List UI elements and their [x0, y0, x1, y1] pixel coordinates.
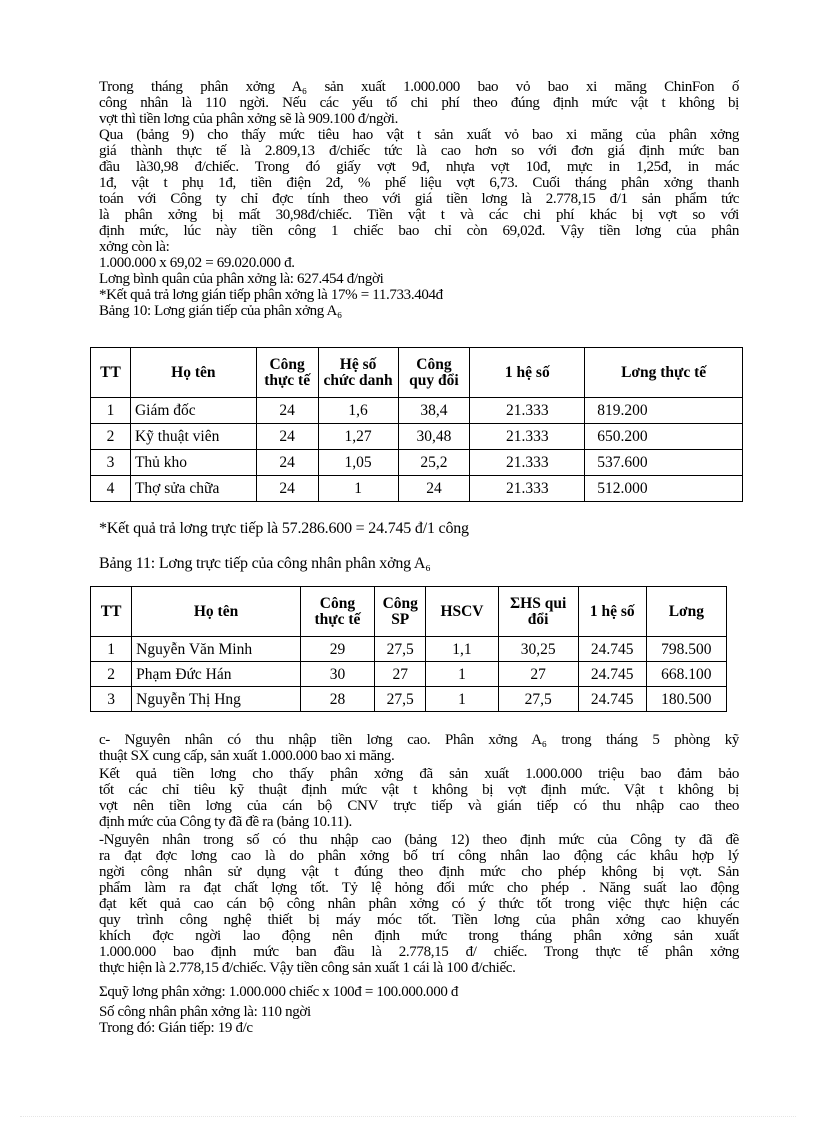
table-cell: 1 — [426, 687, 498, 712]
table-row — [91, 687, 727, 712]
table-cell: 30 — [300, 662, 374, 687]
table-cell: Phạm Đức Hán — [132, 662, 301, 687]
table-cell: 1 — [91, 637, 132, 662]
paragraph5-line-8: 1.000.000 bao định mức ban đầu là 2.778,15 đ/ chiếc. Trong thực tế phân xởng — [99, 944, 739, 960]
table11-header-cell: TT — [91, 587, 132, 637]
table10-caption: Bảng 10: Lơng gián tiếp của phân xởng A₆ — [99, 303, 342, 319]
table11-header-cell: Lơng — [646, 587, 726, 637]
table-cell: 1 — [426, 662, 498, 687]
table-cell: 1,6 — [318, 398, 398, 424]
paragraph2-line-3: đầu là30,98 đ/chiếc. Trong đó giấy vợt 9đ, nhựa vợt 10đ, mực in 1,25đ, in mác — [99, 159, 739, 175]
table-cell: 27,5 — [375, 637, 426, 662]
table11 — [90, 586, 727, 712]
paragraph5-line-9: thực hiện là 2.778,15 đ/chiếc. Vậy tiền công sản xuất 1 cái là 100 đ/chiếc. — [99, 960, 516, 976]
table10-header-cell: Họ tên — [130, 348, 256, 398]
paragraph4-line-3: vợt nên tiền lơng của cán bộ CNV trực tiếp và gián tiếp có thu nhập cao theo — [99, 798, 739, 814]
table-cell: 38,4 — [398, 398, 470, 424]
table10-header-cell: Hệ số chức danh — [318, 348, 398, 398]
table-cell: 27,5 — [375, 687, 426, 712]
table11-header-cell: 1 hệ số — [578, 587, 646, 637]
table-cell: 798.500 — [646, 637, 726, 662]
table-cell: 3 — [91, 687, 132, 712]
worker-count-line: Số công nhân phân xởng là: 110 ngời — [99, 1004, 311, 1020]
table-cell: 30,25 — [498, 637, 578, 662]
page-footer-border — [20, 1116, 796, 1117]
wage-fund-line: Σquỹ lơng phân xởng: 1.000.000 chiếc x 100đ = 100.000.000 đ — [99, 984, 459, 1000]
table-cell: 24.745 — [578, 637, 646, 662]
table-cell: 24.745 — [578, 662, 646, 687]
table-cell: 25,2 — [398, 450, 470, 476]
average-wage-line: Lơng bình quân của phân xởng là: 627.454 đ/ngời — [99, 271, 384, 287]
paragraph2-line-1: Qua (bảng 9) cho thấy mức tiêu hao vật t sản xuất vỏ bao xi măng của phân xởng — [99, 127, 739, 143]
table-cell: 21.333 — [470, 398, 585, 424]
table-cell: 650.200 — [585, 424, 743, 450]
table-cell: 1,05 — [318, 450, 398, 476]
calc-line: 1.000.000 x 69,02 = 69.020.000 đ. — [99, 255, 295, 271]
paragraph5-line-7: khích đợc ngời lao động nên định mức trong tháng phân xởng sản xuất — [99, 928, 739, 944]
paragraph5-line-1: -Nguyên nhân trong số có thu nhập cao (bảng 12) theo định mức của Công ty đã đề — [99, 832, 739, 848]
table11-header-cell: Họ tên — [132, 587, 301, 637]
table-row — [91, 637, 727, 662]
table-cell: 512.000 — [585, 476, 743, 502]
paragraph5-line-5: đạt kết quả cao cán bộ công nhân phân xởng có ý thức tốt trong việc thực hiện các — [99, 896, 739, 912]
table-cell: 1,27 — [318, 424, 398, 450]
table10-header-cell: Công quy đổi — [398, 348, 470, 398]
table10-header-cell: Công thực tế — [256, 348, 318, 398]
paragraph5-line-6: quy trình công nghệ thiết bị máy móc tốt. Tiền lơng của phân xởng cao khuyến — [99, 912, 739, 928]
table10-header-cell: 1 hệ số — [470, 348, 585, 398]
table-cell: 2 — [91, 662, 132, 687]
table-cell: 21.333 — [470, 450, 585, 476]
paragraph2-line-8: xởng còn là: — [99, 239, 170, 255]
table-cell: 27 — [375, 662, 426, 687]
paragraph5-line-2: ra đạt đợc lơng cao là do phân xởng bố trí công nhân lao động các khâu hợp lý — [99, 848, 739, 864]
paragraph4-line-4: định mức của Công ty đã đề ra (bảng 10.11). — [99, 814, 352, 830]
table11-header-cell: Công thực tế — [300, 587, 374, 637]
paragraph1-line-1: Trong tháng phân xởng A₆ sản xuất 1.000.000 bao vỏ bao xi măng ChinFon ố — [99, 79, 739, 95]
table-cell: 819.200 — [585, 398, 743, 424]
table-cell: 29 — [300, 637, 374, 662]
table-cell: 1,1 — [426, 637, 498, 662]
table11-header-cell: ΣHS qui đổi — [498, 587, 578, 637]
table10-header-cell: TT — [91, 348, 131, 398]
table11-caption: Bảng 11: Lơng trực tiếp của công nhân phân xởng A₆ — [99, 556, 431, 572]
paragraph4-line-2: tốt các chỉ tiêu kỹ thuật định mức vật t không bị vợt định mức. Vật t không bị — [99, 782, 739, 798]
paragraph2-line-4: 1đ, vật t phụ 1đ, tiền điện 2đ, % phế liệu vợt 6,73. Cuối tháng phân xởng thanh — [99, 175, 739, 191]
table-cell: Giám đốc — [130, 398, 256, 424]
table-cell: Nguyễn Văn Minh — [132, 637, 301, 662]
table-cell: 180.500 — [646, 687, 726, 712]
direct-result-line: *Kết quả trả lơng trực tiếp là 57.286.600 = 24.745 đ/1 công — [99, 521, 469, 537]
indirect-result-line: *Kết quả trả lơng gián tiếp phân xởng là 17% = 11.733.404đ — [99, 287, 443, 303]
table-row — [91, 476, 743, 502]
paragraph3-line-2: thuật SX cung cấp, sản xuất 1.000.000 bao xi măng. — [99, 748, 395, 764]
table-cell: 537.600 — [585, 450, 743, 476]
table-cell: 24.745 — [578, 687, 646, 712]
table-row — [91, 450, 743, 476]
table-cell: 3 — [91, 450, 131, 476]
paragraph5-line-4: phẩm làm ra đạt chất lợng tốt. Tỷ lệ hỏng đối mức cho phép . Năng suất lao động — [99, 880, 739, 896]
table-cell: 24 — [398, 476, 470, 502]
table-cell: Thủ kho — [130, 450, 256, 476]
table-cell: Kỹ thuật viên — [130, 424, 256, 450]
table11-header-row — [91, 587, 727, 637]
paragraph5-line-3: ngời công nhân sử dụng vật t đúng theo định mức cho phép không bị vợt. Sản — [99, 864, 739, 880]
table-row — [91, 424, 743, 450]
table-cell: 1 — [91, 398, 131, 424]
table10-header-row — [91, 348, 743, 398]
paragraph2-line-6: là phân xởng bị mất 30,98đ/chiếc. Tiền vật t và các chi phí khác bị vợt so với — [99, 207, 739, 223]
paragraph2-line-7: định mức, lúc này tiền công 1 chiếc bao chỉ còn 69,02đ. Vậy tiền lơng của phân — [99, 223, 739, 239]
table-row — [91, 662, 727, 687]
table-cell: 24 — [256, 398, 318, 424]
paragraph2-line-2: giá thành thực tế là 2.809,13 đ/chiếc tức là cao hơn so với đơn giá định mức ban — [99, 143, 739, 159]
table-cell: 1 — [318, 476, 398, 502]
table-cell: 24 — [256, 450, 318, 476]
paragraph4-line-1: Kết quả tiền lơng cho thấy phân xởng đã sản xuất 1.000.000 triệu bao đảm bảo — [99, 766, 739, 782]
paragraph1-line-2: công nhân là 110 ngời. Nếu các yếu tố chi phí theo đúng định mức vật t không bị — [99, 95, 739, 111]
table11-header-cell: Công SP — [375, 587, 426, 637]
table-cell: Thợ sửa chữa — [130, 476, 256, 502]
table10 — [90, 347, 743, 502]
table-cell: 27,5 — [498, 687, 578, 712]
paragraph2-line-5: toán với Công ty chỉ đợc tính theo với giá tiền lơng là 2.778,15 đ/1 sản phẩm tức — [99, 191, 739, 207]
table-cell: 24 — [256, 424, 318, 450]
table-cell: 30,48 — [398, 424, 470, 450]
table-cell: 27 — [498, 662, 578, 687]
table-cell: 4 — [91, 476, 131, 502]
table-cell: 21.333 — [470, 424, 585, 450]
table-cell: 2 — [91, 424, 131, 450]
table-cell: 668.100 — [646, 662, 726, 687]
table-row — [91, 398, 743, 424]
table-cell: 21.333 — [470, 476, 585, 502]
indirect-count-line: Trong đó: Gián tiếp: 19 đ/c — [99, 1020, 253, 1036]
table-cell: Nguyễn Thị Hng — [132, 687, 301, 712]
table10-header-cell: Lơng thực tế — [585, 348, 743, 398]
table-cell: 28 — [300, 687, 374, 712]
paragraph1-line-3: vợt thì tiền lơng của phân xởng sẽ là 909.100 đ/ngời. — [99, 111, 398, 127]
table11-header-cell: HSCV — [426, 587, 498, 637]
table-cell: 24 — [256, 476, 318, 502]
paragraph3-line-1: c- Nguyên nhân có thu nhập tiền lơng cao. Phân xởng A₆ trong tháng 5 phòng kỹ — [99, 732, 739, 748]
